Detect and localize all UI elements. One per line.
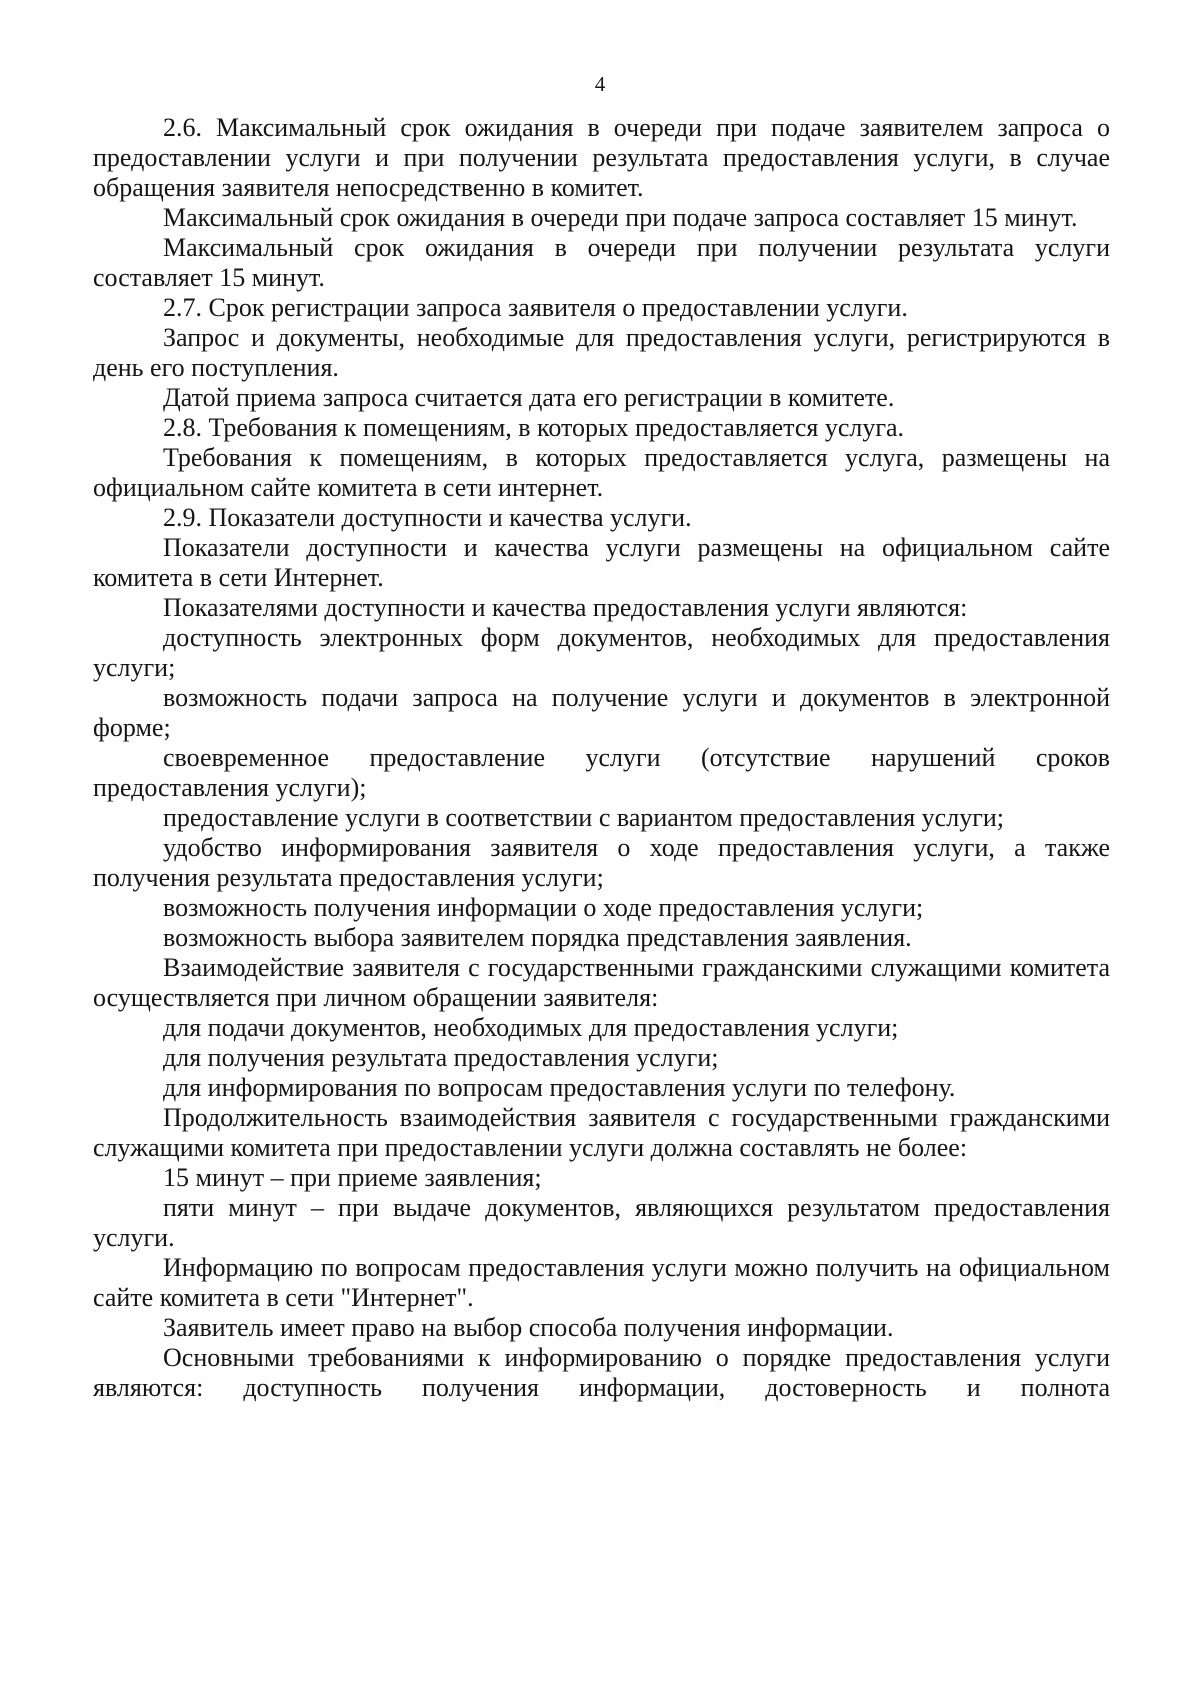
paragraph: Показателями доступности и качества предоставления услуги являются: <box>163 593 968 622</box>
paragraph: 2.6. Максимальный срок ожидания в очереди при подаче заявителем запроса о предоставлении услуги и при получении результата предоставления услуги, в случае обращения заявителя непосредственно в комитет. <box>93 113 1110 202</box>
paragraph: возможность подачи запроса на получение услуги и документов в электронной форме; <box>93 683 1110 742</box>
paragraph: Заявитель имеет право на выбор способа получения информации. <box>163 1313 894 1342</box>
paragraph: Информацию по вопросам предоставления услуги можно получить на официальном сайте комитета в сети "Интернет". <box>93 1253 1110 1312</box>
page-number: 4 <box>594 72 606 96</box>
paragraph: 15 минут – при приеме заявления; <box>163 1163 542 1192</box>
paragraph: Датой приема запроса считается дата его регистрации в комитете. <box>163 383 895 412</box>
paragraph: Максимальный срок ожидания в очереди при получении результата услуги составляет 15 минут. <box>93 233 1110 292</box>
paragraph: Требования к помещениям, в которых предоставляется услуга, размещены на официальном сайте комитета в сети интернет. <box>93 443 1110 502</box>
paragraph: доступность электронных форм документов, необходимых для предоставления услуги; <box>93 623 1110 682</box>
paragraph: 2.9. Показатели доступности и качества услуги. <box>163 503 692 532</box>
paragraph: предоставление услуги в соответствии с вариантом предоставления услуги; <box>163 803 1005 832</box>
paragraph: Показатели доступности и качества услуги размещены на официальном сайте комитета в сети Интернет. <box>93 533 1110 592</box>
paragraph: Продолжительность взаимодействия заявителя с государственными гражданскими служащими комитета при предоставлении услуги должна составлять не более: <box>93 1103 1110 1162</box>
document-body <box>93 113 1110 1403</box>
paragraph: возможность получения информации о ходе предоставления услуги; <box>163 893 924 922</box>
paragraph: возможность выбора заявителем порядка представления заявления. <box>163 923 912 952</box>
paragraph: 2.8. Требования к помещениям, в которых предоставляется услуга. <box>163 413 905 442</box>
paragraph: своевременное предоставление услуги (отсутствие нарушений сроков предоставления услуги); <box>93 743 1110 802</box>
paragraph: Максимальный срок ожидания в очереди при подаче запроса составляет 15 минут. <box>163 203 1078 232</box>
paragraph: Основными требованиями к информированию о порядке предоставления услуги являются: доступность получения информации, достоверность и полнота <box>93 1343 1110 1402</box>
paragraph: для подачи документов, необходимых для предоставления услуги; <box>163 1013 899 1042</box>
paragraph: 2.7. Срок регистрации запроса заявителя о предоставлении услуги. <box>163 293 908 322</box>
paragraph: для получения результата предоставления услуги; <box>163 1043 719 1072</box>
paragraph: Запрос и документы, необходимые для предоставления услуги, регистрируются в день его поступления. <box>93 323 1110 382</box>
paragraph: удобство информирования заявителя о ходе предоставления услуги, а также получения результата предоставления услуги; <box>93 833 1110 892</box>
paragraph: пяти минут – при выдаче документов, являющихся результатом предоставления услуги. <box>93 1193 1110 1252</box>
paragraph: для информирования по вопросам предоставления услуги по телефону. <box>163 1073 956 1102</box>
paragraph: Взаимодействие заявителя с государственными гражданскими служащими комитета осуществляется при личном обращении заявителя: <box>93 953 1110 1012</box>
